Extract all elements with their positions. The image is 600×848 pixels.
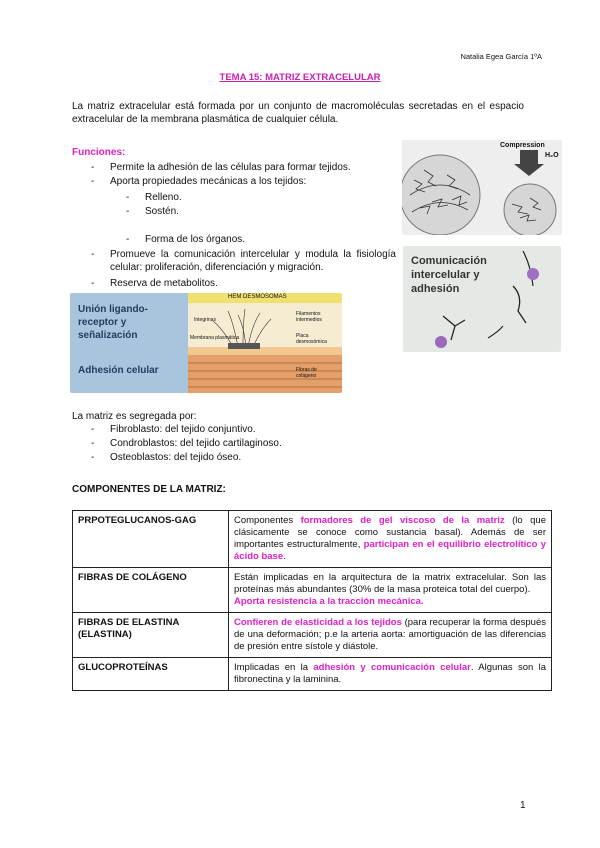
table-row [73,511,552,568]
compression-figure [402,140,562,235]
diagram-header: HEM DESMOSOMAS [228,294,287,300]
water-label: H₂O [545,152,559,159]
author-name: Natalia Egea García 1ºA [460,52,542,61]
component-name: FIBRAS DE ELASTINA (ELASTINA) [73,613,229,658]
placa-label: Placa desmosómica [296,333,327,345]
components-heading: COMPONENTES DE LA MATRIZ: [72,484,226,495]
integrinas-label: Integrinas [194,317,216,323]
sub-item: - Relleno. [126,192,182,203]
compression-illustration [402,140,562,235]
adhesion-label: Adhesión celular [78,365,159,376]
cell-illustration [403,246,561,352]
sub-item: - Sostén. [126,206,179,217]
components-table [72,510,552,691]
comunicacion-figure [403,246,561,352]
component-description: Implicadas en la adhesión y comunicación celular. Algunas son la fibronectina y la laminina. [229,658,552,691]
funcion-item: - Reserva de metabolitos. [91,278,218,289]
compression-label: Compression [500,142,545,149]
union-label: Unión ligando-receptor y señalización [78,304,148,341]
page-number: 1 [520,800,526,811]
secreted-item: - Condroblastos: del tejido cartilaginoso. [91,438,282,449]
desmosoma-figure [70,293,342,393]
component-name: FIBRAS DE COLÁGENO [73,568,229,613]
page-title: TEMA 15: MATRIZ EXTRACELULAR [219,72,381,83]
colageno-label: Fibras de colágeno [296,367,317,379]
table-row [73,613,552,658]
table-row [73,568,552,613]
comunicacion-caption: Comunicación intercelular y adhesión [411,255,487,295]
secreted-heading: La matriz es segregada por: [72,411,197,422]
filamentos-label: Filamentos intermedios [296,311,322,323]
funcion-item: - Permite la adhesión de las células para formar tejidos. [91,162,351,173]
component-name: PRPOTEGLUCANOS-GAG [73,511,229,568]
membrana-label: Membrana plasmática [190,335,240,341]
secreted-item: - Fibroblasto: del tejido conjuntivo. [91,424,256,435]
funcion-item: - Aporta propiedades mecánicas a los tejidos: [91,176,307,187]
component-name: GLUCOPROTEÍNAS [73,658,229,691]
funciones-heading: Funciones: [72,147,126,158]
funcion-item: - Promueve la comunicación intercelular y modula la fisiología celular: proliferación, diferenciación y migración. [91,249,396,273]
component-description: Componentes formadores de gel viscoso de la matriz (lo que clásicamente se conoce como sustancia basal). Además de ser importantes estructuralmente, participan en el equilibrio electrolítico y ácido base. [229,511,552,568]
table-row [73,658,552,691]
component-description: Confieren de elasticidad a los tejidos (para recuperar la forma después de una deformación; p.e la arteria aorta: amortiguación de las diferencias de presión entre sístole y diástole. [229,613,552,658]
secreted-item: - Osteoblastos: del tejido óseo. [91,452,242,463]
sub-item: - Forma de los órganos. [126,234,246,245]
component-description: Están implicadas en la arquitectura de la matrix extracelular. Son las proteínas más abundantes (30% de la masa proteica total del cuerpo). Aporta resistencia a la tracción mecánica. [229,568,552,613]
intro-paragraph: La matriz extracelular está formada por un conjunto de macromoléculas secretadas en el espacio extracelular de la membrana plasmática de cualquier célula. [72,101,524,125]
